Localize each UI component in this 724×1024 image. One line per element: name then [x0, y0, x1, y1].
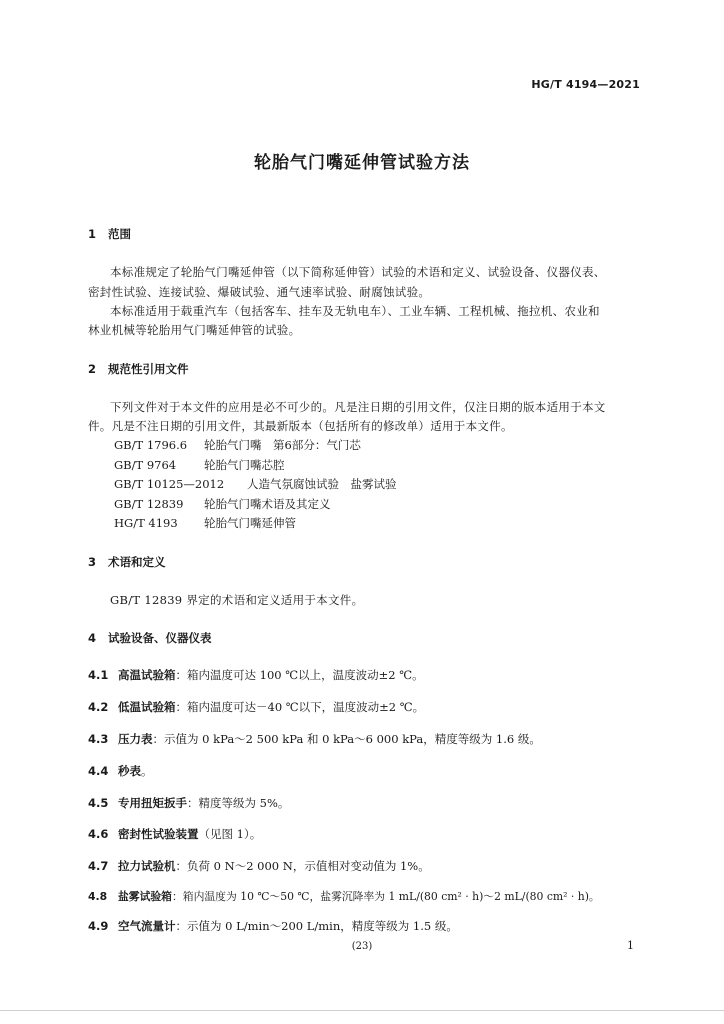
- document-title: 轮胎气门嘴延伸管试验方法: [254, 153, 470, 173]
- item-number: 4.9: [88, 919, 109, 933]
- item-number: 4.8: [88, 890, 108, 903]
- item-description: ：箱内温度可达 100 ℃以上，温度波动±2 ℃。: [175, 668, 424, 682]
- reference-code: GB/T 9764: [114, 458, 177, 472]
- section-heading-equipment: [88, 630, 212, 646]
- reference-title: 轮胎气门嘴延伸管: [204, 516, 296, 530]
- scope-paragraph-1-line-2: 密封性试验、连接试验、爆破试验、通气速率试验、耐腐蚀试验。: [88, 285, 431, 299]
- reference-item: [114, 437, 361, 453]
- terms-paragraph: GB/T 12839 界定的术语和定义适用于本文件。: [110, 593, 364, 607]
- reference-code: GB/T 12839: [114, 497, 184, 511]
- item-term: 盐雾试验箱: [118, 890, 172, 903]
- equipment-item: [88, 763, 153, 779]
- item-description: ：负荷 0 N～2 000 N，示值相对变动值为 1%。: [175, 859, 430, 873]
- section-number: 2: [88, 362, 97, 376]
- section-title: 范围: [108, 227, 131, 241]
- normative-intro-line-1: 下列文件对于本文件的应用是必不可少的。凡是注日期的引用文件，仅注日期的版本适用于本文: [110, 400, 606, 414]
- item-description: ：示值为 0 kPa～2 500 kPa 和 0 kPa～6 000 kPa，精度等级为 1.6 级。: [152, 732, 541, 746]
- reference-item: [114, 496, 331, 512]
- item-description: ：箱内温度为 10 ℃～50 ℃，盐雾沉降率为 1 mL/(80 cm² · h)～2 mL/(80 cm² · h)。: [171, 890, 600, 903]
- item-number: 4.4: [88, 764, 109, 778]
- section-heading-terms: [88, 554, 166, 570]
- equipment-item: [88, 667, 424, 683]
- item-term: 空气流量计: [118, 919, 176, 933]
- equipment-item: [88, 889, 600, 904]
- equipment-item: [88, 858, 430, 874]
- reference-title: 轮胎气门嘴 第6部分：气门芯: [204, 438, 361, 452]
- equipment-item: [88, 731, 541, 747]
- folio-number: (23): [351, 941, 373, 952]
- item-description: （见图 1）。: [198, 827, 262, 841]
- page-bottom-divider: [0, 1010, 724, 1011]
- reference-item: [114, 476, 397, 492]
- item-term: 专用扭矩扳手: [118, 796, 187, 810]
- section-number: 1: [88, 227, 97, 241]
- item-term: 秒表: [118, 764, 141, 778]
- reference-code: GB/T 10125—2012: [114, 477, 225, 491]
- item-number: 4.6: [88, 827, 109, 841]
- scope-paragraph-1-line-1: 本标准规定了轮胎气门嘴延伸管（以下简称延伸管）试验的术语和定义、试验设备、仪器仪表、: [110, 265, 606, 279]
- page-number: 1: [627, 939, 634, 952]
- equipment-item: [88, 826, 261, 842]
- item-term: 拉力试验机: [118, 859, 176, 873]
- item-number: 4.2: [88, 700, 109, 714]
- section-title: 术语和定义: [108, 555, 166, 569]
- item-number: 4.1: [88, 668, 109, 682]
- item-number: 4.5: [88, 796, 109, 810]
- reference-code: HG/T 4193: [114, 516, 178, 530]
- scope-paragraph-2-line-2: 林业机械等轮胎用气门嘴延伸管的试验。: [88, 323, 301, 337]
- section-title: 规范性引用文件: [108, 362, 189, 376]
- item-term: 高温试验箱: [118, 668, 176, 682]
- scope-paragraph-2-line-1: 本标准适用于载重汽车（包括客车、挂车及无轨电车）、工业车辆、工程机械、拖拉机、农业和: [110, 304, 600, 318]
- equipment-item: [88, 699, 424, 715]
- item-number: 4.3: [88, 732, 109, 746]
- normative-intro-line-2: 件。凡是不注日期的引用文件，其最新版本（包括所有的修改单）适用于本文件。: [88, 419, 513, 433]
- section-heading-scope: [88, 226, 131, 242]
- equipment-item: [88, 795, 289, 811]
- item-description: ：示值为 0 L/min～200 L/min，精度等级为 1.5 级。: [175, 919, 458, 933]
- reference-item: [114, 515, 296, 531]
- reference-title: 轮胎气门嘴术语及其定义: [204, 497, 331, 511]
- item-term: 密封性试验装置: [118, 827, 199, 841]
- item-term: 压力表: [118, 732, 153, 746]
- reference-title: 轮胎气门嘴芯腔: [204, 458, 285, 472]
- item-description: ：精度等级为 5%。: [187, 796, 290, 810]
- item-description: 。: [141, 764, 153, 778]
- equipment-item: [88, 918, 458, 934]
- reference-item: [114, 457, 285, 473]
- reference-code: GB/T 1796.6: [114, 438, 188, 452]
- section-number: 3: [88, 555, 97, 569]
- item-description: ：箱内温度可达－40 ℃以下，温度波动±2 ℃。: [175, 700, 425, 714]
- item-term: 低温试验箱: [118, 700, 176, 714]
- reference-title: 人造气氛腐蚀试验 盐雾试验: [247, 477, 397, 491]
- standard-code: HG/T 4194—2021: [531, 78, 640, 91]
- section-title: 试验设备、仪器仪表: [108, 631, 212, 645]
- item-number: 4.7: [88, 859, 109, 873]
- section-heading-normative: [88, 361, 189, 377]
- section-number: 4: [88, 631, 97, 645]
